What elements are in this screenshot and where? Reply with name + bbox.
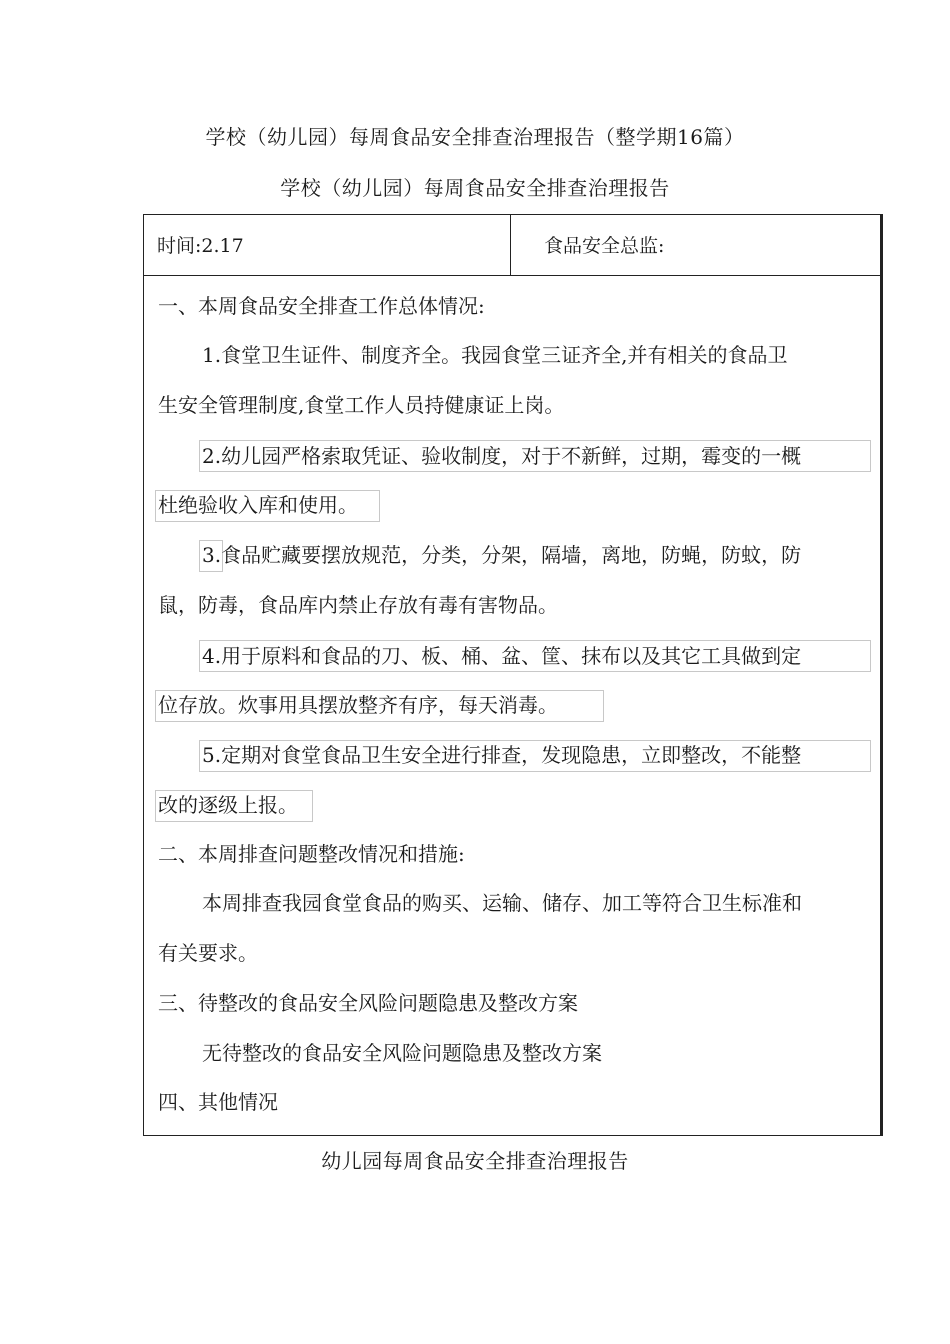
header-row: [144, 215, 880, 276]
document-title: 学校（幼儿园）每周食品安全排查治理报告（整学期16篇）: [205, 125, 745, 149]
section3-body: 无待整改的食品安全风险问题隐患及整改方案: [202, 1041, 602, 1065]
section2-heading: 二、本周排查问题整改情况和措施:: [158, 842, 465, 866]
item4-line1: 4.用于原料和食品的刀、板、桶、盆、筐、抹布以及其它工具做到定: [202, 644, 802, 668]
time-cell: 时间:2.17: [157, 235, 244, 257]
header-divider: [510, 215, 511, 276]
item5-line2: 改的逐级上报。: [158, 793, 298, 817]
section1-heading: 一、本周食品安全排查工作总体情况:: [158, 294, 485, 318]
item2-line2: 杜绝验收入库和使用。: [158, 493, 358, 517]
section3-heading: 三、待整改的食品安全风险问题隐患及整改方案: [158, 991, 578, 1015]
item2-line1: 2.幼儿园严格索取凭证、验收制度，对于不新鲜，过期，霉变的一概: [202, 444, 802, 468]
supervisor-cell: 食品安全总监:: [544, 235, 665, 257]
item4-line2: 位存放。炊事用具摆放整齐有序，每天消毒。: [158, 693, 558, 717]
item1-line2: 生安全管理制度,食堂工作人员持健康证上岗。: [158, 393, 565, 417]
section2-line2: 有关要求。: [158, 941, 258, 965]
report-title: 学校（幼儿园）每周食品安全排查治理报告: [280, 176, 670, 200]
section4-heading: 四、其他情况: [158, 1090, 278, 1114]
section2-line1: 本周排查我园食堂食品的购买、运输、储存、加工等符合卫生标准和: [202, 891, 802, 915]
item1-line1: 1.食堂卫生证件、制度齐全。我园食堂三证齐全,并有相关的食品卫: [202, 343, 788, 367]
item3-line2: 鼠，防毒，食品库内禁止存放有毒有害物品。: [158, 593, 558, 617]
item5-line1: 5.定期对食堂食品卫生安全进行排查，发现隐患，立即整改，不能整: [202, 743, 802, 767]
item3-line1: 3.食品贮藏要摆放规范，分类，分架，隔墙，离地，防蝇，防蚊，防: [202, 543, 802, 567]
next-report-title: 幼儿园每周食品安全排查治理报告: [321, 1149, 629, 1173]
